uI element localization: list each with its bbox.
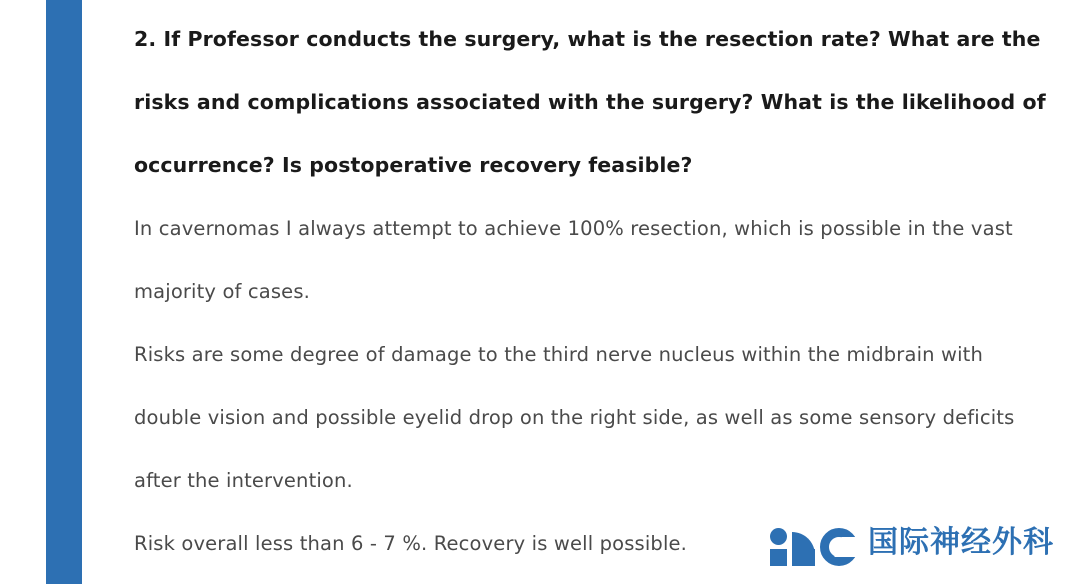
logo-text: 国际神经外科 — [868, 525, 1054, 560]
inc-logo-icon — [770, 520, 868, 566]
answer-paragraph-1: In cavernomas I always attempt to achieve 100% resection, which is possible in the vast majority of cases. — [134, 217, 1013, 303]
logo-letter-c-icon — [820, 528, 858, 566]
logo-letter-i-icon — [770, 528, 787, 566]
left-accent-bar — [46, 0, 82, 584]
answer-paragraph-2: Risks are some degree of damage to the third nerve nucleus within the midbrain with double vision and possible eyelid drop on the right side, as well as some sensory deficits after the intervention. — [134, 343, 1015, 492]
answer-paragraph-3: Risk overall less than 6 - 7 %. Recovery is well possible. — [134, 532, 688, 555]
question-heading: 2. If Professor conducts the surgery, what is the resection rate? What are the risks and complications associated with the surgery? What is the likelihood of occurrence? Is postoperative recovery feasible? — [134, 27, 1046, 177]
inc-logo — [770, 516, 1054, 570]
logo-letter-n-icon — [792, 528, 815, 566]
slide-content — [134, 0, 1054, 584]
